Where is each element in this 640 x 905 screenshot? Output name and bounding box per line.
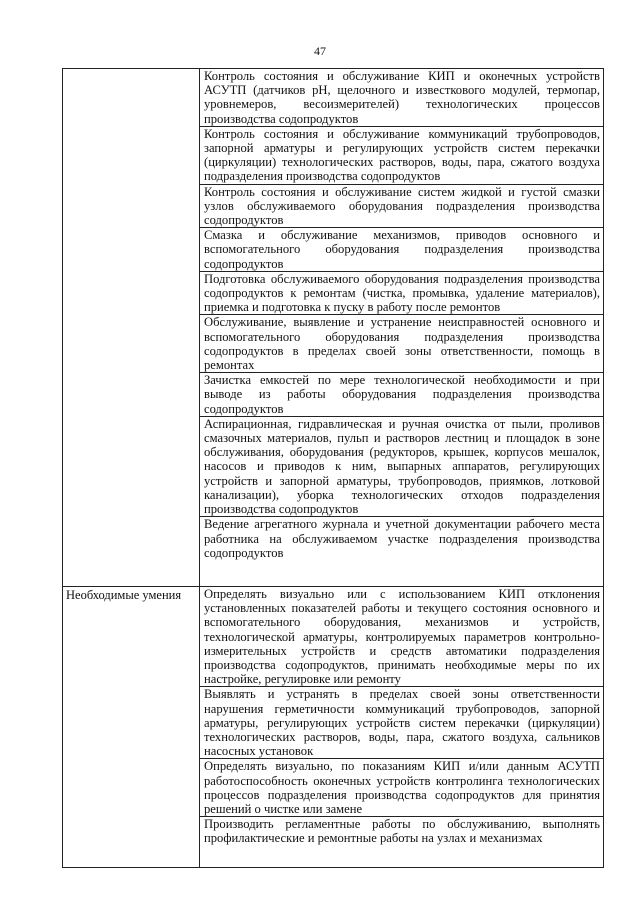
list-item: Смазка и обслуживание механизмов, приводов основного и вспомогательного оборудования подразделения производства содопродуктов — [200, 228, 603, 272]
row-label-cell: Необходимые умения — [63, 587, 200, 868]
list-item: Определять визуально или с использованием КИП отклонения установленных показателей работы и текущего состояния основного и вспомогательного оборудования, механизмов и устройств, технологической арматуры, контролируемых параметров контрольно-измерительных устройств и средств автоматики подразделения производства содопродуктов, принимать необходимые меры по их настройке, регулировке или ремонту — [200, 587, 603, 687]
list-item: Аспирационная, гидравлическая и ручная очистка от пыли, проливов смазочных материалов, пульп и растворов лестниц и площадок в зоне обслуживания, оборудования (редукторов, крышек, корпусов мешалок, насосов и приводов к ним, выпарных аппаратов, регулирующих устройств и запорной арматуры, трубопроводов, приямков, лотковой канализации), уборка технологических отходов подразделения производства содопродуктов — [200, 417, 603, 517]
list-item: Зачистка емкостей по мере технологической необходимости и при выводе из работы оборудования подразделения производства содопродуктов — [200, 373, 603, 417]
table-row-required-skills — [63, 587, 604, 868]
row-label-cell — [63, 69, 200, 587]
competency-table — [62, 68, 604, 868]
page-number: 47 — [314, 44, 326, 58]
list-item: Выявлять и устранять в пределах своей зоны ответственности нарушения герметичности коммуникаций трубопроводов, запорной арматуры, регулирующих устройств систем перекачки (циркуляции) технологических растворов, воды, пара, сжатого воздуха, сальников насосных установок — [200, 687, 603, 759]
list-item: Контроль состояния и обслуживание систем жидкой и густой смазки узлов обслуживаемого оборудования подразделения производства содопродуктов — [200, 185, 603, 229]
list-item: Контроль состояния и обслуживание КИП и оконечных устройств АСУТП (датчиков pH, щелочного и известкового модулей, термопар, уровнемеров, весоизмерителей) технологических процессов производства содопродуктов — [200, 69, 603, 127]
row-description-cell — [200, 587, 604, 868]
list-item: Производить регламентные работы по обслуживанию, выполнять профилактические и ремонтные работы на узлах и механизмах — [204, 817, 600, 846]
list-item: Подготовка обслуживаемого оборудования подразделения производства содопродуктов к ремонтам (чистка, промывка, удаление материалов), приемка и подготовка к пуску в работу после ремонтов — [200, 272, 603, 316]
list-item: Определять визуально, по показаниям КИП и/или данным АСУТП работоспособность оконечных устройств контролинга технологических процессов подразделения производства содопродуктов для принятия решений о чистке или замене — [200, 759, 603, 817]
row-description-cell — [200, 69, 604, 587]
list-item: Контроль состояния и обслуживание коммуникаций трубопроводов, запорной арматуры и регулирующих устройств систем перекачки (циркуляции) технологических растворов, воды, пара, сжатого воздуха подразделения производства содопродуктов — [200, 127, 603, 185]
list-item: Ведение агрегатного журнала и учетной документации рабочего места работника на обслуживаемом участке подразделения производства содопродуктов — [204, 517, 600, 560]
table-row-work-actions — [63, 69, 604, 587]
list-item: Обслуживание, выявление и устранение неисправностей основного и вспомогательного оборудования подразделения производства содопродуктов в пределах своей зоны ответственности, помощь в ремонтах — [200, 315, 603, 373]
